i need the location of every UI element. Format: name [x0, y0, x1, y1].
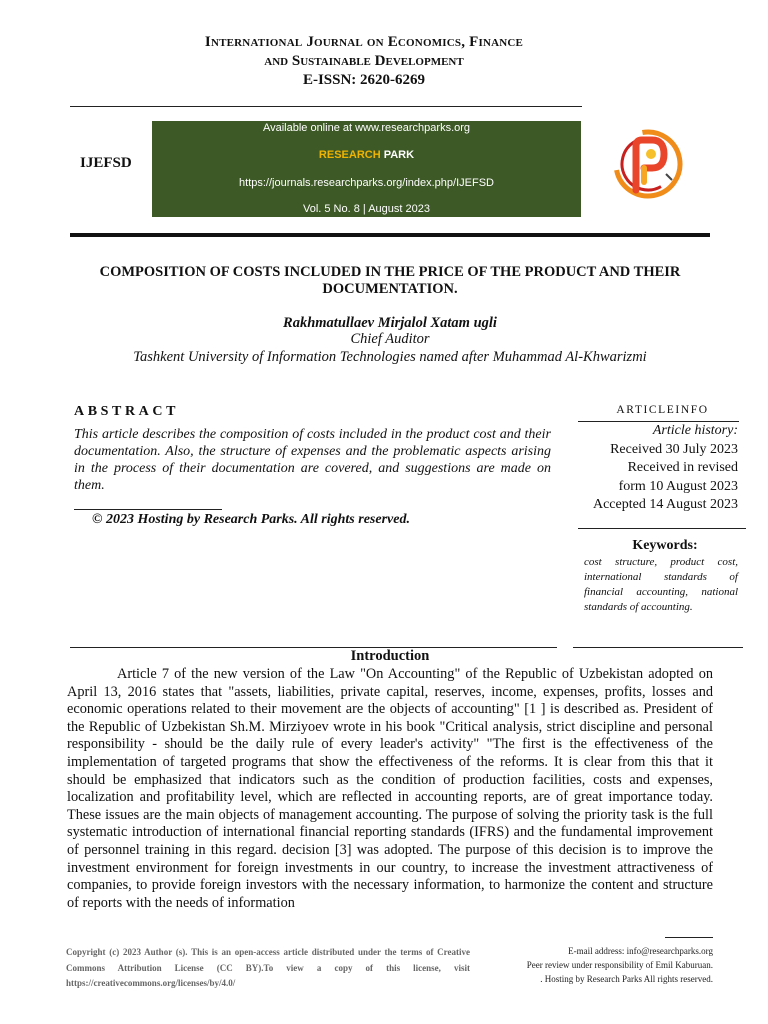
footnote-divider — [665, 937, 713, 938]
article-info-heading: ARTICLEINFO — [616, 404, 709, 416]
history-revised-1: Received in revised — [627, 460, 738, 475]
introduction-text: Article 7 of the new version of the Law "On Accounting" of the Republic of Uzbekistan adopted on April 13, 2016 states that "assets, liabilities, private capital, reserves, income, expenses, profits, losses and economic operations related to their movement are the objects of accounting" [1 ] is described as. President of the Republic of Uzbekistan Sh.M. Mirziyoev wrote in his book "Critical analysis, strict discipline and personal responsibility - should be the daily rule of every leader's activity" "The first is the effectiveness of the implementation of targeted programs that show the effectiveness of the reforms. It is clear from this that it should be emphasized that indicators such as the condition of production facilities, costs and expenses, localization and profitability level, which are reflected in accounting reports, are of great importance today. These issues are the main objects of management accounting. The purpose of solving the priority task is the full systematic introduction of international financial reporting standards (IFRS) and the fundamental improvement of personnel training in this regard. decision [3] was adopted. The purpose of this decision is to improve the investment environment for foreign investments in our country, to increase the investment attractiveness of companies, to provide foreign investors with the necessary information, to harmonize the content and structure of reports with the needs of information — [67, 666, 713, 911]
banner-url[interactable]: https://journals.researchparks.org/index.php/IJEFSD — [239, 177, 494, 189]
keywords-heading: Keywords: — [632, 538, 698, 553]
introduction-heading: Introduction — [350, 648, 430, 664]
header-divider — [70, 106, 582, 107]
footer-hosting: . Hosting by Research Parks All rights reserved. — [540, 974, 713, 984]
journal-abbrev: IJEFSD — [80, 155, 132, 171]
journal-title-line2: and Sustainable Development — [264, 53, 464, 69]
title-divider — [70, 233, 710, 237]
banner-brand-part1: RESEARCH — [318, 149, 381, 161]
history-accepted: Accepted 14 August 2023 — [592, 497, 738, 512]
journal-banner — [152, 121, 581, 217]
footer-peer-review: Peer review under responsibility of Emil Kaburuan. — [526, 960, 713, 970]
footer-contact — [490, 944, 713, 986]
abstract-divider — [74, 509, 222, 510]
footer-email: E-mail address: info@researchparks.org — [568, 946, 713, 956]
journal-title — [70, 33, 658, 90]
journal-issn: E-ISSN: 2620-6269 — [302, 72, 426, 88]
article-history — [578, 422, 738, 515]
license-notice: Copyright (c) 2023 Author (s). This is an open-access article distributed under the terms of Creative Commons Attribution License (CC BY).To view a copy of this license, visit https://creativecommons.org/licenses/by/4.0/ — [66, 947, 470, 988]
history-revised-2: form 10 August 2023 — [618, 478, 738, 494]
author-affiliation: Tashkent University of Information Technologies named after Muhammad Al-Khwarizmi — [133, 349, 647, 365]
research-parks-logo-icon — [610, 124, 686, 204]
journal-title-line1: International Journal on Economics, Finance — [204, 34, 524, 50]
author-role: Chief Auditor — [350, 331, 430, 347]
keywords-divider — [578, 528, 746, 529]
banner-brand-part2: PARK — [383, 149, 415, 161]
abstract-text: This article describes the composition of costs included in the product cost and their documentation. Also, the structure of expenses and the problematic aspects arising in the process of their documentation are covered, and suggestions are made on them. — [74, 427, 551, 493]
banner-availability: Available online at www.researchparks.org — [262, 122, 471, 134]
history-received: Received 30 July 2023 — [610, 441, 738, 457]
author-name: Rakhmatullaev Mirjalol Xatam ugli — [283, 315, 497, 331]
abstract-heading: ABSTRACT — [74, 404, 180, 419]
banner-brand — [152, 149, 581, 161]
banner-volume: Vol. 5 No. 8 | August 2023 — [302, 203, 430, 215]
article-title: COMPOSITION OF COSTS INCLUDED IN THE PRICE OF THE PRODUCT AND THEIR DOCUMENTATION. — [99, 264, 681, 297]
history-label: Article history: — [652, 423, 738, 438]
abstract-copyright: © 2023 Hosting by Research Parks. All rights reserved. — [92, 512, 410, 527]
keywords-text: cost structure, product cost, international standards of financial accounting, national standards of accounting. — [584, 556, 738, 613]
